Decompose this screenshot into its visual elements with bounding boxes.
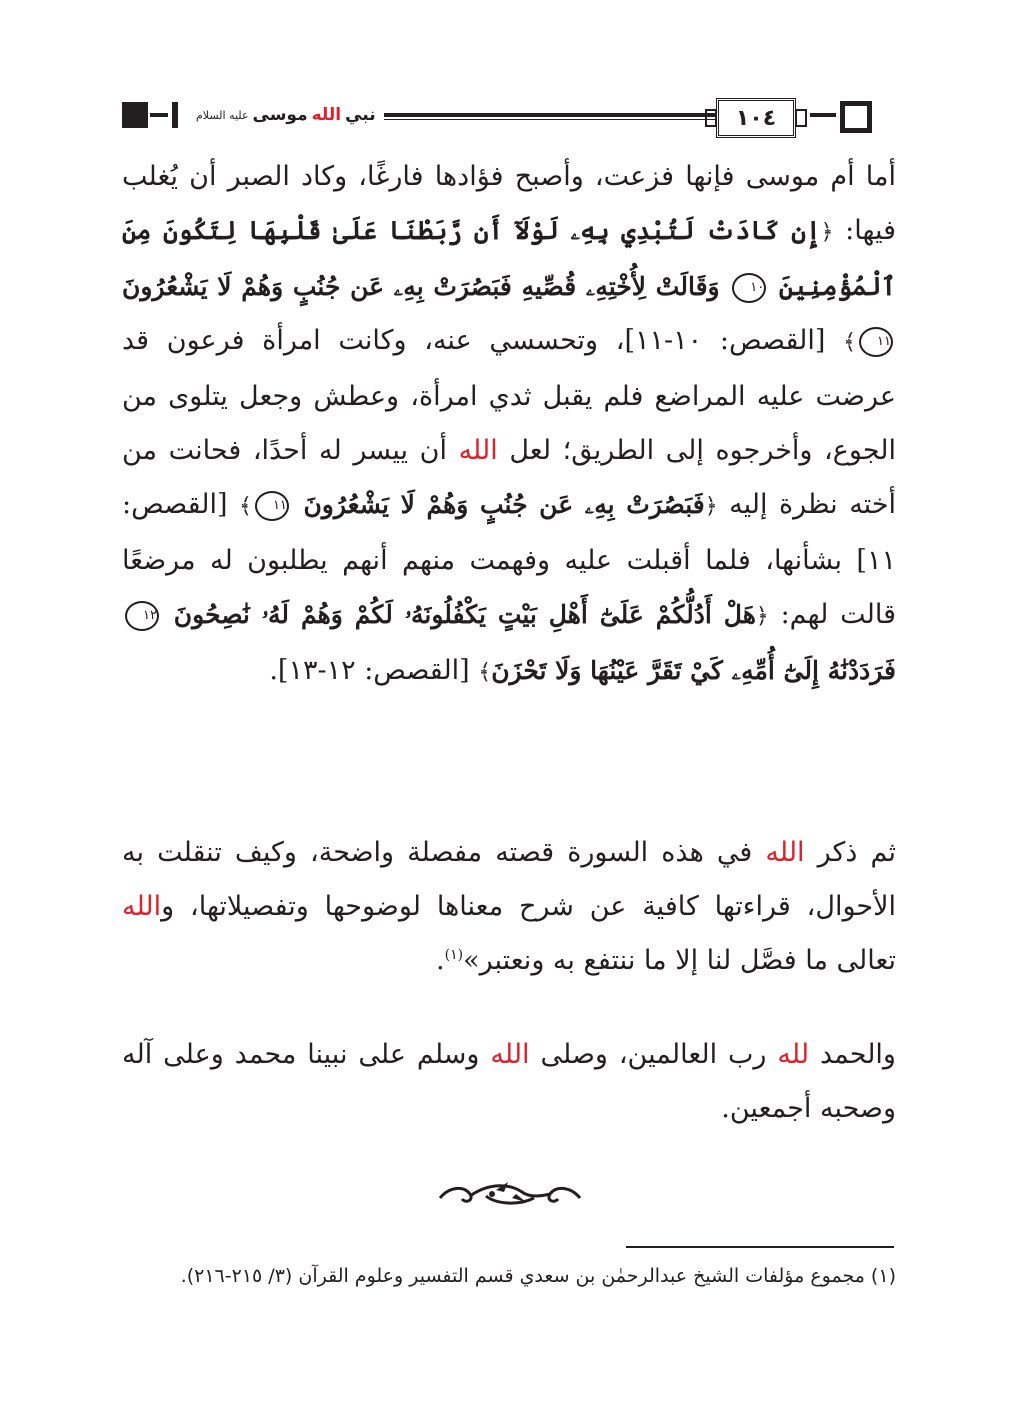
ayah-number-marker: ١١ xyxy=(859,327,893,357)
quran-verse: وَقَالَتْ لِأُخْتِهِۦ قُصِّيهِ فَبَصُرَتْ بِهِۦ عَن جُنُبٍ وَهُمْ لَا يَشْعُرُونَ xyxy=(122,272,720,301)
page-number-box xyxy=(716,98,796,138)
text-run: ، وتحسسي عنه، وكانت امرأة فرعون قد عرضت عليه المراضع فلم يقبل ثدي امرأة، وعطش وجعل يتلوى من الجوع، وأخرجوه إلى الطريق؛ لعل xyxy=(122,325,896,466)
text-run: . xyxy=(269,655,278,686)
quran-verse: هَلْ أَدُلُّكُمْ عَلَىٰٓ أَهْلِ بَيْتٍ يَكْفُلُونَهُۥ لَكُمْ وَهُمْ لَهُۥ نَٰصِحُونَ xyxy=(173,600,756,629)
ayah-number-marker: ١٢ xyxy=(125,601,159,631)
text-run: في هذه السورة قصته مفصلة واضحة، وكيف تنقلت به الأحوال، قراءتها كافية عن شرح معناها لوضوحها وتفصيلاتها، و xyxy=(122,837,896,922)
quran-open-bracket: ﴿ xyxy=(704,494,718,519)
footnote-reference[interactable]: (١) xyxy=(444,947,464,963)
running-title-prefix: نبي xyxy=(345,105,376,125)
header-ornament-block xyxy=(122,102,148,128)
paragraph-3 xyxy=(122,1028,896,1136)
running-title-allah: الله xyxy=(311,105,342,125)
text-run: . xyxy=(436,945,445,976)
text-run: بشأنها، فلما أقبلت عليه وفهمت منهم أنهم يطلبون له مرضعًا قالت لهم: xyxy=(122,545,896,630)
quran-close-bracket: ﴾ xyxy=(843,330,856,355)
text-run: رب العالمين، وصلى xyxy=(540,1039,767,1070)
running-title-name: موسى xyxy=(252,105,308,125)
ayah-number-marker: ١١ xyxy=(255,491,289,521)
header-ornament-square xyxy=(840,101,872,133)
quran-close-bracket: ﴾ xyxy=(478,660,492,685)
divine-name: الله xyxy=(458,435,498,466)
header-ornament-bar xyxy=(172,102,178,128)
page-header xyxy=(118,96,898,138)
quran-verse: إِن كَادَتْ لَتُبْدِي بِهِۦ لَوْلَآ أَن رَّبَطْنَا عَلَىٰ قَلْبِهَا لِتَكُونَ مِنَ ٱلْمُؤْمِنِينَ xyxy=(122,216,896,301)
honorific-ligature: عليه السلام xyxy=(196,108,249,122)
text-run: أما أم موسى فإنها فزعت، وأصبح فؤادها فارغًا، وكاد الصبر أن يُغلب فيها: xyxy=(122,161,896,246)
quran-verse: فَرَدَدْنَٰهُ إِلَىٰٓ أُمِّهِۦ كَيْ تَقَرَّ عَيْنُهَا وَلَا تَحْزَنَ xyxy=(491,656,896,685)
text-run: وسلم على نبينا محمد وعلى آله وصحبه أجمعين. xyxy=(122,1039,896,1124)
text-run: ثم ذكر xyxy=(817,837,896,868)
divine-name: الله xyxy=(122,891,162,922)
quran-close-bracket: ﴾ xyxy=(239,494,252,519)
ornament-divider-icon xyxy=(430,1172,590,1216)
footnote-separator xyxy=(626,1246,894,1248)
text-run: والحمد xyxy=(819,1039,896,1070)
text-run: تعالى ما فصَّل لنا إلا ما ننتفع به ونعتبر» xyxy=(463,945,896,976)
divine-name: الله xyxy=(765,837,805,868)
quran-reference: [القصص: ١٠-١١] xyxy=(624,325,826,356)
quran-reference: [القصص: ١١] xyxy=(122,489,896,576)
divine-name: الله xyxy=(490,1039,530,1070)
quran-reference: [القصص: ١٢-١٣] xyxy=(277,655,470,686)
ayah-number-marker: ١٠ xyxy=(732,273,766,303)
page-number: ١٠٤ xyxy=(735,105,777,131)
divine-name: لله xyxy=(777,1039,810,1070)
paragraph-2 xyxy=(122,826,896,988)
text-run: أن ييسر له أحدًا، فحانت من أخته نظرة إليه xyxy=(122,435,897,520)
header-ornament-bar xyxy=(810,113,836,117)
footnote: (١) مجموع مؤلفات الشيخ عبدالرحمٰن بن سعدي قسم التفسير وعلوم القرآن (٣/ ٢١٥-٢١٦). xyxy=(180,1265,896,1287)
quran-open-bracket: ﴿ xyxy=(820,220,834,245)
header-ornament-bar xyxy=(150,113,168,117)
quran-open-bracket: ﴿ xyxy=(755,604,769,629)
running-title xyxy=(188,100,384,130)
paragraph-1 xyxy=(122,150,896,700)
quran-verse: فَبَصُرَتْ بِهِۦ عَن جُنُبٍ وَهُمْ لَا يَشْعُرُونَ xyxy=(303,490,705,519)
